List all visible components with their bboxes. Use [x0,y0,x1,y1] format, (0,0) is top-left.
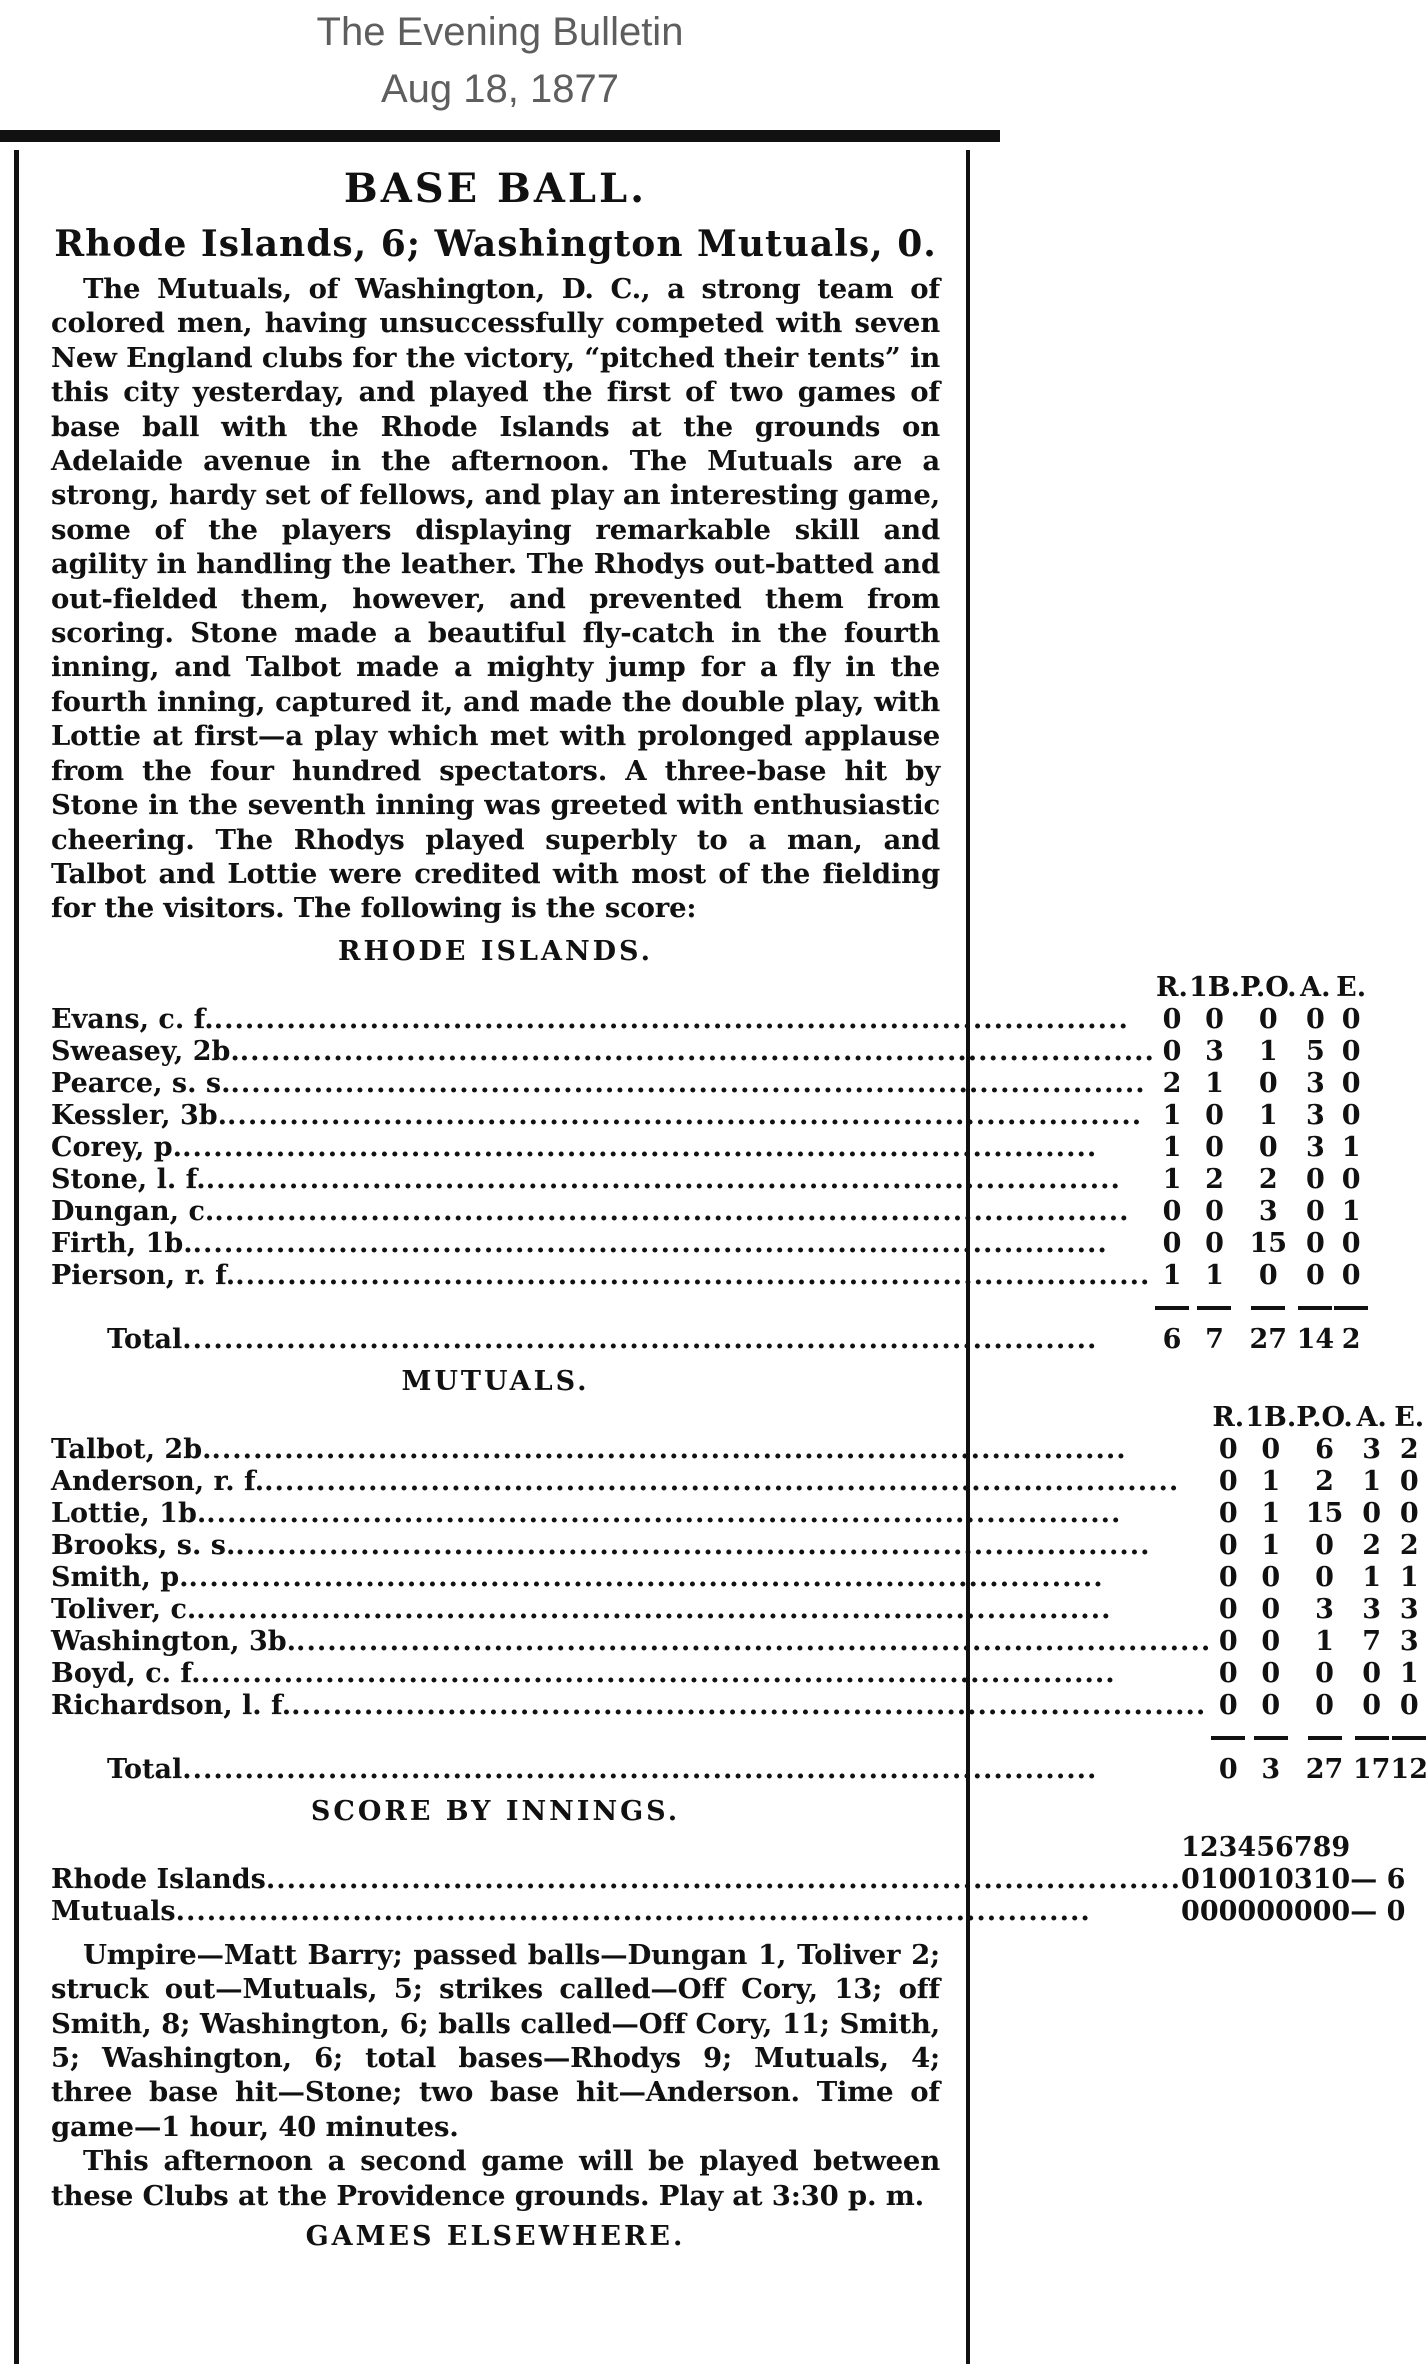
player-name-cell [51,1100,1155,1132]
masthead [0,0,1000,128]
stat-cell: 1 [1162,1131,1182,1163]
newspaper-clipping [14,150,1428,2364]
player-name-cell [51,1260,1155,1292]
total-cell: 12 [1390,1753,1428,1785]
leader-dots [266,1864,1181,1895]
inning-score: 0 [1331,1863,1351,1895]
leader-dots [264,1466,1179,1497]
leader-dots [227,1100,1142,1131]
player-name: Toliver, c. [51,1593,197,1625]
stat-cell: 0 [1315,1657,1334,1689]
inning-score: 0 [1218,1895,1238,1927]
stat-cell: 0 [1341,1259,1361,1291]
stat-cell: 0 [1218,1561,1238,1593]
innings-number-row [51,1832,1405,1864]
player-row [51,1466,1428,1498]
stat-cell: 0 [1261,1689,1281,1721]
player-name: Corey, p. [51,1131,183,1163]
stat-cell: 3 [1205,1035,1224,1067]
player-name: Evans, c. f. [51,1003,214,1035]
innings-spacer [51,1832,1181,1864]
stat-cell: 3 [1362,1593,1382,1625]
leader-dots [206,1498,1121,1529]
leader-dots [296,1626,1211,1657]
player-name: Washington, 3b. [51,1625,297,1657]
stat-cell: 0 [1261,1433,1281,1465]
total-rule-cell [1240,1292,1297,1324]
inning-score: 0 [1199,1895,1219,1927]
innings-team-name: Rhode Islands [51,1863,266,1895]
player-row [51,1196,1368,1228]
leader-dots [189,1562,1104,1593]
total-rule-cell [1155,1292,1189,1324]
closing-note: This afternoon a second game will be played between these Clubs at the Providence grounds. Play at 3:30 p. m. [51,2145,940,2212]
inning-number: 5 [1256,1831,1276,1863]
innings-team-row [51,1864,1405,1896]
player-name-cell [51,1036,1155,1068]
stat-cell: 0 [1205,1131,1224,1163]
stat-cell: 1 [1162,1099,1182,1131]
inning-score: 0 [1275,1863,1294,1895]
header-spacer [51,972,1155,1004]
player-name: Lottie, 1b. [51,1497,207,1529]
publication-name: The Evening Bulletin [316,10,684,54]
total-rule [1155,1306,1189,1310]
player-row [51,1068,1368,1100]
innings-team-cell [51,1896,1181,1928]
stat-cell: 0 [1218,1497,1238,1529]
total-rule [1254,1736,1288,1740]
player-name: Pierson, r. f. [51,1259,236,1291]
leader-dots [206,1164,1121,1195]
stat-cell: 0 [1341,1035,1361,1067]
stat-cell: 0 [1258,1003,1278,1035]
stat-cell: 0 [1162,1035,1182,1067]
total-rule-cell [1189,1292,1240,1324]
column-header: 1B. [1245,1401,1297,1433]
leader-dots [214,1004,1129,1035]
headline: BASE BALL. [343,165,648,212]
team-title: MUTUALS. [401,1365,590,1397]
leader-dots [196,1594,1111,1625]
stat-cell: 1 [1258,1099,1278,1131]
player-name: Talbot, 2b. [51,1433,212,1465]
article-body: The Mutuals, of Washington, D. C., a strong team of colored men, having unsuccessfully competed with seven New England clubs for the victory, “pitched their tents” in this city yesterday, and played the first of two games of base ball with the Rhode Islands at the grounds on Adelaide avenue in the afternoon. The Mutuals are a strong, hardy set of fellows, and play an interesting game, some of the players displaying remarkable skill and agility in handling the leather. The Rhodys out-batted and out-fielded them, however, and prevented them from scoring. Stone made a beautiful fly-catch in the fourth inning, and Talbot made a mighty jump for a fly in the fourth inning, captured it, and made the double play, with Lottie at first—a play which met with prolonged applause from the four hundred spectators. A three-base hit by Stone in the seventh inning was greeted with enthusiastic cheering. The Rhodys played superbly to a man, and Talbot and Lottie were credited with most of the fielding for the visitors. The following is the score: [51,273,940,925]
stat-cell: 0 [1305,1195,1325,1227]
inning-score: 0 [1218,1863,1238,1895]
cut-off-heading: GAMES ELSEWHERE. [305,2220,686,2252]
total-rule [1298,1306,1332,1310]
stat-cell: 1 [1261,1529,1281,1561]
inning-number: 7 [1293,1831,1313,1863]
stat-cell: 2 [1362,1529,1382,1561]
innings-team-row [51,1896,1405,1928]
total-cell: 7 [1205,1323,1224,1355]
stat-cell: 1 [1341,1131,1361,1163]
player-row [51,1498,1428,1530]
column-header: A. [1300,971,1331,1003]
stat-cell: 1 [1399,1561,1419,1593]
stat-cell: 0 [1305,1163,1325,1195]
player-name: Stone, l. f. [51,1163,206,1195]
stat-cell: 2 [1399,1433,1419,1465]
stat-cell: 0 [1261,1593,1281,1625]
stat-cell: 0 [1341,1099,1361,1131]
header-spacer [51,1402,1211,1434]
stat-cell: 2 [1162,1067,1182,1099]
total-cell: 6 [1162,1323,1182,1355]
stat-cell: 0 [1305,1003,1325,1035]
inning-number: 3 [1218,1831,1238,1863]
inning-score: 0 [1331,1895,1351,1927]
column-header: P.O. [1239,971,1297,1003]
stat-cell: 1 [1315,1625,1334,1657]
stat-cell: 0 [1205,1227,1224,1259]
leader-dots [291,1690,1206,1721]
inning-score: 0 [1181,1863,1200,1895]
inning-score: 1 [1312,1863,1332,1895]
total-rule-cell [1353,1722,1391,1754]
inning-score: 0 [1237,1863,1257,1895]
stat-cell: 6 [1315,1433,1334,1465]
stat-cell: 1 [1261,1497,1281,1529]
leader-dots [235,1530,1150,1561]
player-name-cell [51,1196,1155,1228]
leader-dots [193,1228,1108,1259]
stat-cell: 0 [1205,1099,1224,1131]
total-rule [1251,1306,1285,1310]
player-name-cell [51,1132,1155,1164]
total-rule [1211,1736,1245,1740]
stat-cell: 1 [1258,1035,1278,1067]
inning-score: 0 [1293,1895,1313,1927]
stat-cell: 5 [1305,1035,1325,1067]
player-row [51,1132,1368,1164]
total-rule-cell [1245,1722,1296,1754]
stat-cell: 1 [1162,1259,1182,1291]
total-rule [1355,1736,1389,1740]
stat-cell: 3 [1305,1099,1325,1131]
innings-total: — 6 [1350,1863,1406,1895]
stat-cell: 3 [1362,1433,1382,1465]
player-name-cell [51,1626,1211,1658]
player-name: Boyd, c. f. [51,1657,201,1689]
inning-score: 0 [1275,1895,1294,1927]
player-name-cell [51,1164,1155,1196]
total-rule [1334,1306,1368,1310]
player-row [51,1260,1368,1292]
leader-dots [182,1754,1097,1785]
player-name-cell [51,1562,1211,1594]
total-cell: 14 [1296,1323,1335,1355]
player-row [51,1228,1368,1260]
inning-score: 3 [1293,1863,1313,1895]
player-row [51,1562,1428,1594]
total-row [51,1324,1368,1356]
leader-dots [176,1896,1091,1927]
stat-cell: 3 [1305,1131,1325,1163]
stat-cell: 1 [1362,1561,1382,1593]
player-row [51,1658,1428,1690]
player-name-cell [51,1530,1211,1562]
stat-cell: 3 [1305,1067,1325,1099]
leader-dots [182,1132,1097,1163]
publication-date: Aug 18, 1877 [381,67,619,111]
leader-dots [201,1658,1116,1689]
player-row [51,1164,1368,1196]
stat-cell: 0 [1341,1163,1361,1195]
player-row [51,1594,1428,1626]
stat-cell: 0 [1315,1529,1334,1561]
player-name-cell [51,1690,1211,1722]
player-row [51,1100,1368,1132]
total-rule-cell [1296,1722,1353,1754]
stat-cell: 2 [1315,1465,1334,1497]
inning-number: 2 [1199,1831,1219,1863]
stat-cell: 15 [1305,1497,1344,1529]
total-row [51,1754,1428,1786]
stat-cell: 0 [1261,1561,1281,1593]
inning-number: 6 [1275,1831,1294,1863]
stat-cell: 0 [1261,1657,1281,1689]
stat-cell: 0 [1362,1689,1382,1721]
inning-number: 8 [1312,1831,1332,1863]
innings-title: SCORE BY INNINGS. [310,1795,681,1827]
stat-cell: 1 [1341,1195,1361,1227]
stat-cell: 0 [1258,1067,1278,1099]
stat-cell: 0 [1341,1227,1361,1259]
stat-cell: 0 [1205,1195,1224,1227]
stat-cell: 0 [1218,1465,1238,1497]
stat-cell: 0 [1362,1497,1382,1529]
box-scores [51,932,1428,1786]
player-name-cell [51,1466,1211,1498]
stat-cell: 0 [1341,1067,1361,1099]
stat-cell: 0 [1305,1259,1325,1291]
box-score-table [51,972,1368,1356]
player-name-cell [51,1228,1155,1260]
innings-table [51,1832,1405,1928]
stat-cell: 0 [1162,1227,1182,1259]
stat-cell: 2 [1205,1163,1224,1195]
stat-cell: 3 [1399,1625,1419,1657]
player-name: Kessler, 3b. [51,1099,228,1131]
stat-cell: 0 [1258,1259,1278,1291]
player-row [51,1434,1428,1466]
total-cell: 3 [1261,1753,1281,1785]
total-rule [1197,1306,1231,1310]
stat-cell: 0 [1399,1465,1419,1497]
leader-dots [214,1196,1129,1227]
leader-dots [235,1260,1150,1291]
stat-cell: 0 [1399,1497,1419,1529]
innings-total-spacer [1350,1832,1405,1864]
game-summary: Umpire—Matt Barry; passed balls—Dungan 1, Toliver 2; struck out—Mutuals, 5; strikes called—Off Cory, 13; off Smith, 8; Washington, 6; balls called—Off Cory, 11; Smith, 5; Washington, 6; total bases—Rhodys 9; Mutuals, 4; three base hit—Stone; two base hit—Anderson. Time of game—1 hour, 40 minutes. [51,1938,940,2143]
column-header: R. [1156,971,1188,1003]
total-cell: 2 [1341,1323,1361,1355]
total-rule [1308,1736,1342,1740]
column-header: E. [1394,1401,1425,1433]
total-rule-row [51,1292,1368,1324]
stat-cell: 0 [1305,1227,1325,1259]
inning-number: 1 [1181,1831,1200,1863]
stat-cell: 0 [1315,1561,1334,1593]
inning-score: 0 [1237,1895,1257,1927]
player-row [51,1690,1428,1722]
stat-cell: 0 [1362,1657,1382,1689]
box-score-table [51,1402,1428,1786]
total-rule-cell [1334,1292,1368,1324]
innings-total: — 0 [1350,1895,1406,1927]
stat-cell: 0 [1162,1195,1182,1227]
stat-cell: 0 [1218,1433,1238,1465]
inning-number: 4 [1237,1831,1257,1863]
stat-cell: 0 [1162,1003,1182,1035]
rule-spacer [51,1292,1155,1324]
player-name: Brooks, s. s. [51,1529,236,1561]
total-label: Total [107,1323,183,1355]
stat-cell: 1 [1205,1259,1224,1291]
player-name-cell [51,1658,1211,1690]
stat-cell: 1 [1362,1465,1382,1497]
total-rule-cell [1390,1722,1428,1754]
innings-team-cell [51,1864,1181,1896]
stat-cell: 15 [1249,1227,1288,1259]
inning-score: 1 [1256,1863,1276,1895]
total-label-cell [51,1754,1211,1786]
inning-number: 9 [1331,1831,1351,1863]
stat-cell: 2 [1399,1529,1419,1561]
rule-spacer [51,1722,1211,1754]
stat-cell: 7 [1362,1625,1382,1657]
stat-cell: 0 [1218,1593,1238,1625]
player-row [51,1036,1368,1068]
column-rule [0,130,1000,142]
total-cell: 27 [1305,1753,1344,1785]
stat-cell: 0 [1315,1689,1334,1721]
subhead: Rhode Islands, 6; Washington Mutuals, 0. [54,223,937,265]
column-header: 1B. [1188,971,1240,1003]
player-row [51,1530,1428,1562]
player-name: Smith, p. [51,1561,189,1593]
stat-cell: 1 [1162,1163,1182,1195]
total-rule-row [51,1722,1428,1754]
column-header: E. [1336,971,1367,1003]
player-row [51,1626,1428,1658]
total-label: Total [107,1753,183,1785]
player-name: Dungan, c. [51,1195,215,1227]
stat-cell: 0 [1218,1529,1238,1561]
stat-cell: 0 [1258,1131,1278,1163]
stat-cell: 1 [1399,1657,1419,1689]
stat-cell: 1 [1261,1465,1281,1497]
player-name: Sweasey, 2b. [51,1035,240,1067]
inning-score: 0 [1312,1895,1332,1927]
leader-dots [231,1068,1146,1099]
player-name: Firth, 1b. [51,1227,193,1259]
leader-dots [211,1434,1126,1465]
inning-score: 1 [1199,1863,1219,1895]
stat-cell: 3 [1399,1593,1419,1625]
stat-cell: 0 [1218,1657,1238,1689]
player-name-cell [51,1068,1155,1100]
inning-score: 0 [1256,1895,1276,1927]
stat-cell: 0 [1261,1625,1281,1657]
total-cell: 0 [1218,1753,1238,1785]
leader-dots [240,1036,1155,1067]
player-name: Pearce, s. s. [51,1067,231,1099]
total-label-cell [51,1324,1155,1356]
column-header: R. [1212,1401,1245,1433]
stat-cell: 1 [1205,1067,1224,1099]
leader-dots [182,1324,1097,1355]
total-rule-cell [1211,1722,1245,1754]
stat-cell: 0 [1341,1003,1361,1035]
total-cell: 27 [1249,1323,1288,1355]
player-name: Richardson, l. f. [51,1689,292,1721]
stat-cell: 2 [1258,1163,1278,1195]
column-header: P.O. [1296,1401,1353,1433]
player-name-cell [51,1594,1211,1626]
stat-cell: 0 [1399,1689,1419,1721]
stat-cell: 3 [1258,1195,1278,1227]
player-name-cell [51,1498,1211,1530]
player-name: Anderson, r. f. [51,1465,265,1497]
inning-score: 0 [1181,1895,1200,1927]
team-title: RHODE ISLANDS. [338,935,653,967]
innings-team-name: Mutuals [51,1895,176,1927]
total-rule [1392,1736,1426,1740]
stat-cell: 0 [1205,1003,1224,1035]
stat-cell: 3 [1315,1593,1334,1625]
column-header: A. [1356,1401,1387,1433]
total-rule-cell [1297,1292,1335,1324]
stat-cell: 0 [1218,1625,1238,1657]
player-row [51,1004,1368,1036]
stat-cell: 0 [1218,1689,1238,1721]
total-cell: 17 [1352,1753,1391,1785]
player-name-cell [51,1004,1155,1036]
player-name-cell [51,1434,1211,1466]
